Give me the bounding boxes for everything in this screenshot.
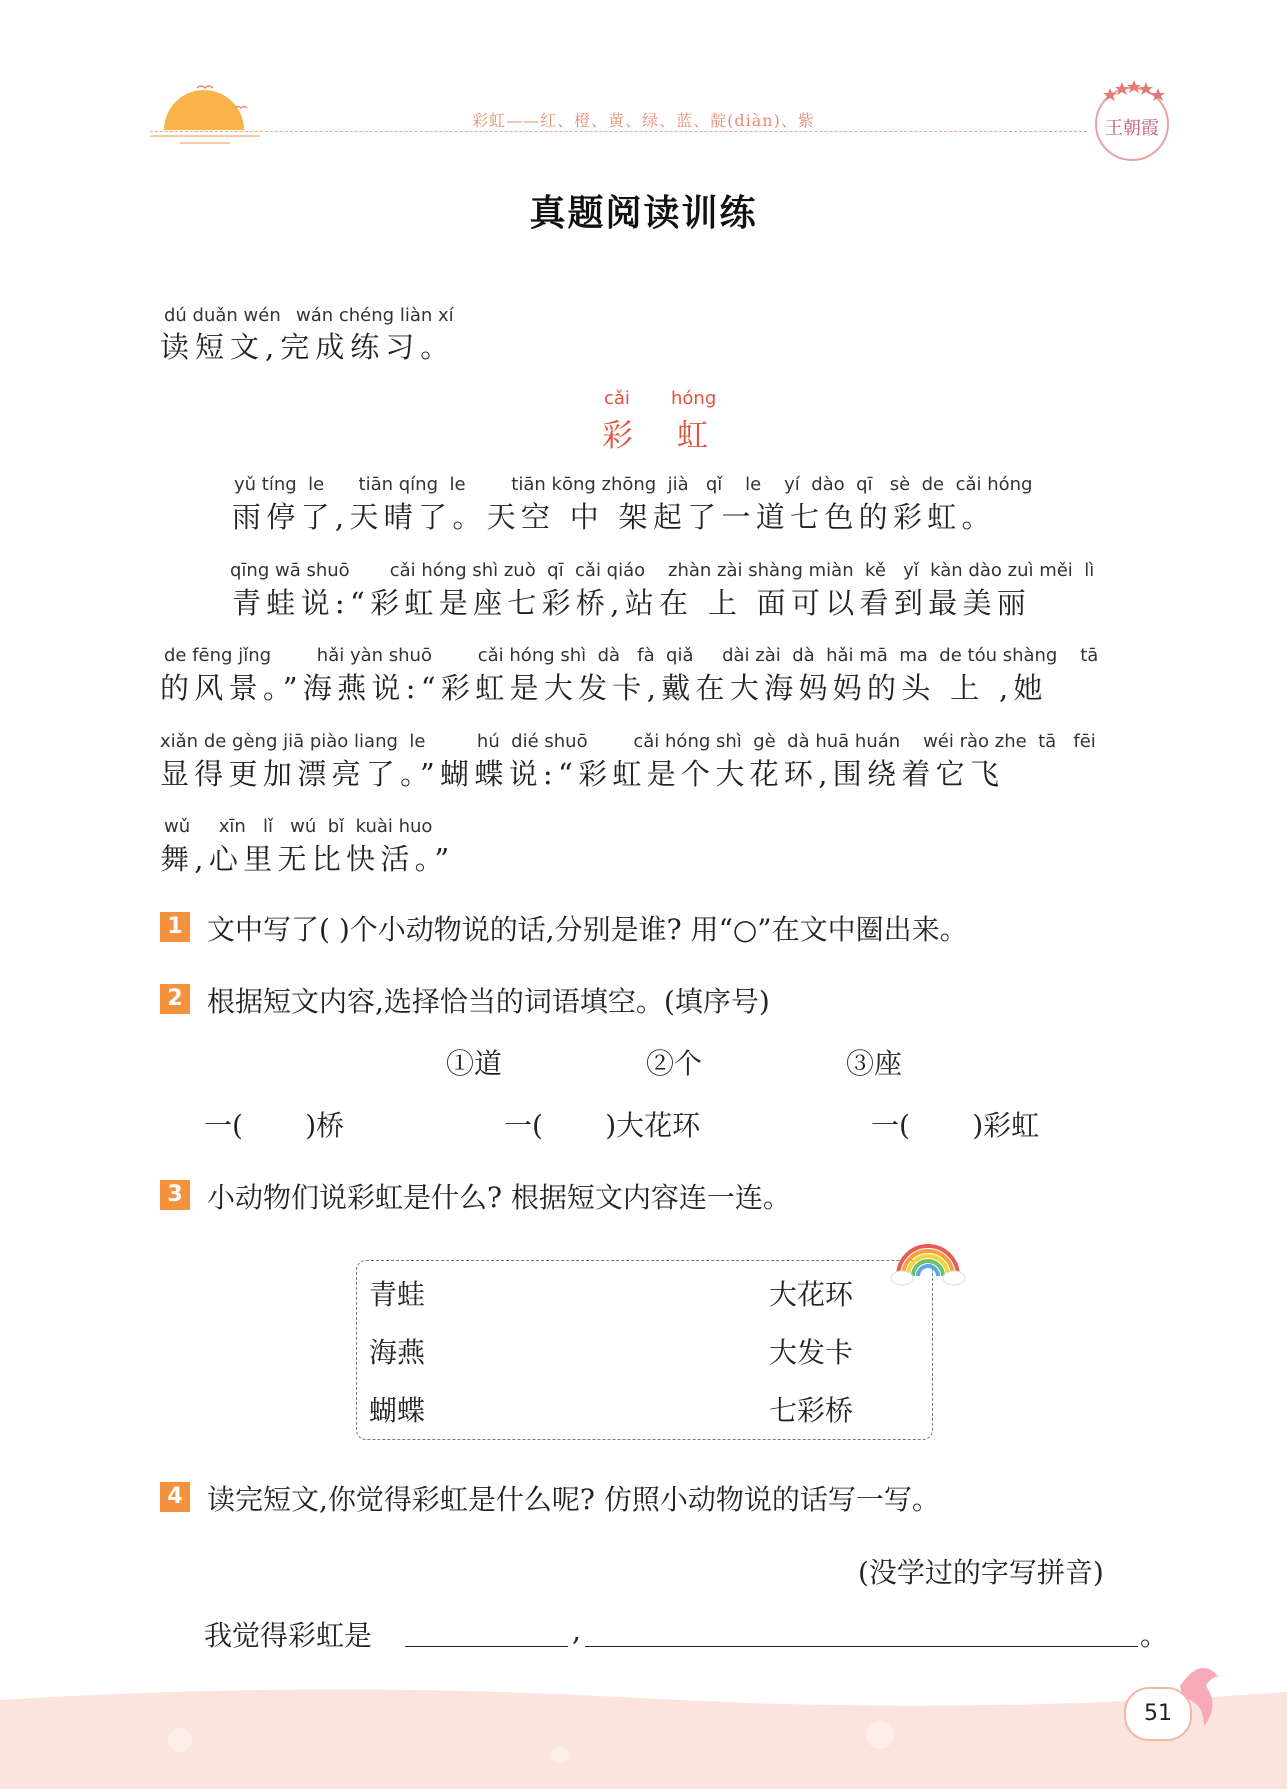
instruction-pinyin-1: dú duǎn wén — [164, 305, 281, 326]
seal-text: 王朝霞 — [1105, 118, 1159, 139]
story-text-line: 显得更加漂亮了。”蝴蝶说:“彩虹是个大花环,围绕着它飞 — [160, 757, 1005, 791]
question-3-text: 小动物们说彩虹是什么? 根据短文内容连一连。 — [207, 1181, 791, 1214]
question-number-badge: 1 — [160, 912, 190, 942]
fill-blank-rainbow[interactable]: 一( )彩虹 — [871, 1109, 1040, 1142]
question-number-badge: 3 — [160, 1180, 190, 1210]
story-pinyin-line: qīng wā shuō cǎi hóng shì zuò qī cǎi qiáo zhàn zài shàng miàn kě yǐ kàn dào zuì měi lì — [230, 560, 1095, 581]
story-pinyin-line: de fēng jǐng hǎi yàn shuō cǎi hóng shì dà fà qiǎ dài zài dà hǎi mā ma de tóu shàng tā — [164, 645, 1099, 666]
story-title-pinyin-2: hóng — [671, 388, 717, 409]
match-right-wreath[interactable]: 大花环 — [769, 1278, 854, 1311]
fill-blank-wreath[interactable]: 一( )大花环 — [504, 1109, 701, 1142]
match-right-hairpin[interactable]: 大发卡 — [769, 1336, 854, 1369]
answer-line-2[interactable] — [585, 1646, 1138, 1647]
rainbow-icon — [890, 1236, 966, 1288]
option-dao: ①道 — [446, 1047, 503, 1080]
instruction-pinyin-2: wán chéng liàn xí — [296, 305, 454, 326]
header-strip-text: 彩虹——红、橙、黄、绿、蓝、靛(diàn)、紫 — [472, 111, 815, 130]
option-zuo: ③座 — [846, 1047, 903, 1080]
story-text-line: 的风景。”海燕说:“彩虹是大发卡,戴在大海妈妈的头 上 ,她 — [160, 671, 1048, 705]
story-pinyin-line: wǔ xīn lǐ wú bǐ kuài huo — [164, 816, 433, 837]
page-number: 51 — [1124, 1687, 1192, 1741]
answer-line-1[interactable] — [405, 1646, 568, 1647]
story-text-line: 雨停了,天晴了。天空 中 架起了一道七色的彩虹。 — [232, 500, 996, 534]
option-ge: ②个 — [646, 1047, 703, 1080]
question-1-text: 文中写了( )个小动物说的话,分别是谁? 用“○”在文中圈出来。 — [207, 913, 968, 946]
matching-box — [356, 1260, 933, 1440]
story-pinyin-line: xiǎn de gèng jiā piào liang le hú dié shuō cǎi hóng shì gè dà huā huán wéi rào zhe tā fēi — [160, 731, 1096, 752]
page-title: 真题阅读训练 — [529, 193, 758, 234]
match-right-bridge[interactable]: 七彩桥 — [769, 1394, 854, 1427]
question-4-text: 读完短文,你觉得彩虹是什么呢? 仿照小动物说的话写一写。 — [207, 1483, 940, 1516]
answer-comma: , — [572, 1614, 581, 1647]
match-left-frog[interactable]: 青蛙 — [369, 1278, 426, 1311]
match-left-swallow[interactable]: 海燕 — [369, 1336, 426, 1369]
story-title-pinyin-1: cǎi — [604, 388, 630, 409]
story-text-line: 舞,心里无比快活。” — [160, 842, 455, 876]
story-pinyin-line: yǔ tíng le tiān qíng le tiān kōng zhōng jià qǐ le yí dào qī sè de cǎi hóng — [234, 474, 1033, 495]
story-title-char-2: 虹 — [677, 418, 708, 454]
footer-wave — [0, 1680, 1287, 1789]
instruction-text: 读短文,完成练习。 — [160, 330, 456, 364]
story-text-line: 青蛙说:“彩虹是座七彩桥,站在 上 面可以看到最美丽 — [232, 586, 1032, 620]
story-title-char-1: 彩 — [602, 418, 633, 454]
match-left-butterfly[interactable]: 蝴蝶 — [369, 1394, 426, 1427]
answer-period: 。 — [1140, 1619, 1169, 1652]
answer-prompt: 我觉得彩虹是 — [204, 1619, 373, 1652]
fill-blank-bridge[interactable]: 一( )桥 — [204, 1109, 345, 1142]
pinyin-note: (没学过的字写拼音) — [858, 1556, 1104, 1589]
question-2-text: 根据短文内容,选择恰当的词语填空。(填序号) — [207, 985, 770, 1018]
question-number-badge: 4 — [160, 1482, 190, 1512]
header-rule — [150, 131, 1087, 132]
author-seal-logo — [1088, 76, 1176, 164]
question-number-badge: 2 — [160, 984, 190, 1014]
